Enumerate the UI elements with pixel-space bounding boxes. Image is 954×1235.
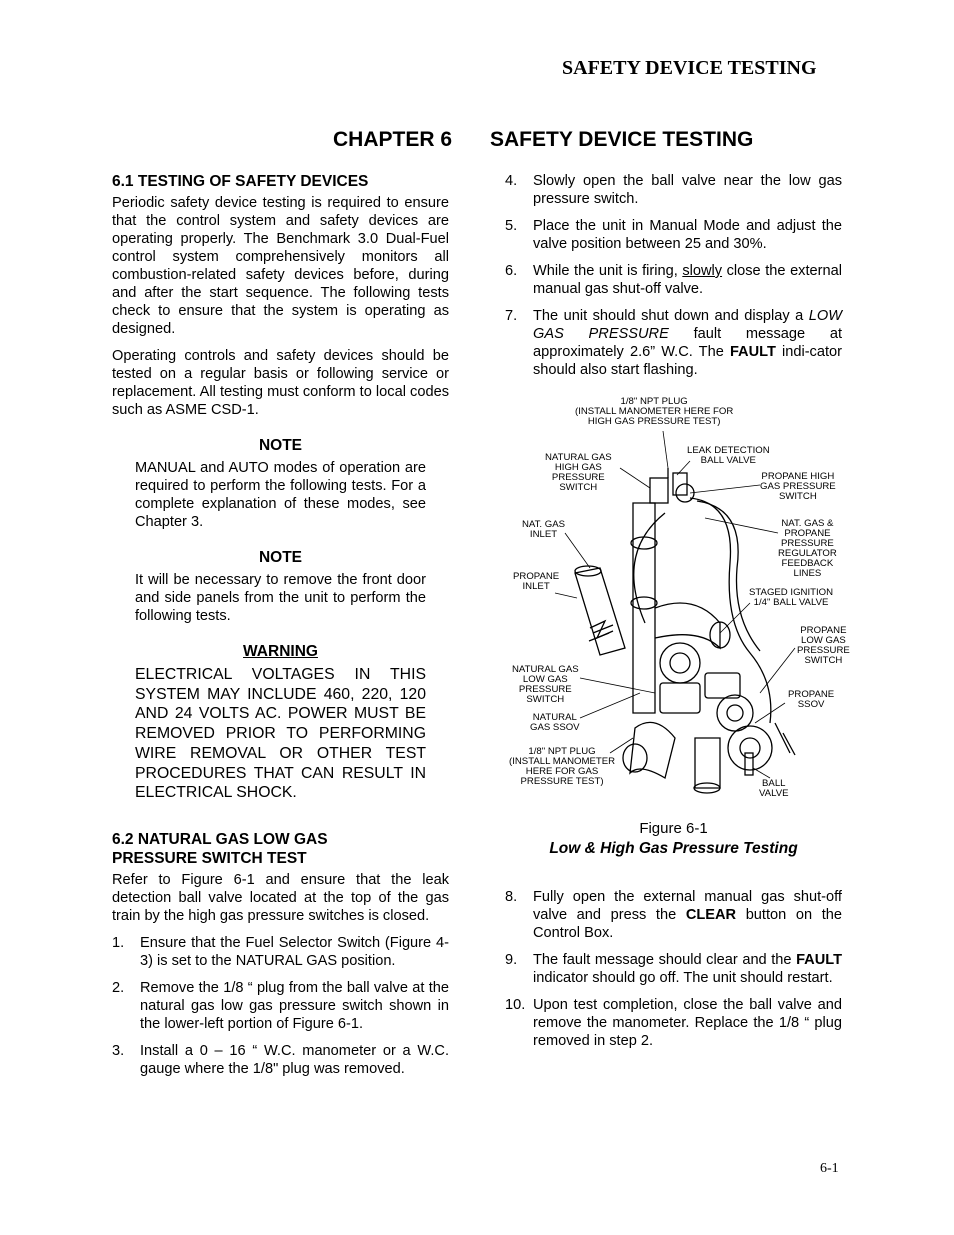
label-propane-ssov: PROPANE SSOV [788,689,835,710]
section-6-1-paragraph-2: Operating controls and safety devices should be tested on a regular basis or following service or replacement. All testing must conform to local codes such as ASME CSD-1. [112,348,449,418]
step-text: Upon test completion, close the ball valve and remove the manometer. Replace the 1/8 “ plug removed in step 2. [533,997,842,1049]
fault-indicator-name: FAULT [729,344,776,360]
figure-caption-number: Figure 6-1 [639,820,708,837]
fault-message-name: LOW GAS PRESSURE [533,308,842,342]
section-6-2-heading-line-1: 6.2 NATURAL GAS LOW GAS [112,830,328,848]
label-leak-detection-valve: LEAK DETECTION BALL VALVE [687,445,770,466]
step-number: 1. [112,934,125,951]
step-text: While the unit is firing, [533,263,683,279]
step-number: 6. [505,263,518,279]
warning-text: ELECTRICAL VOLTAGES IN THIS SYSTEM MAY INCLUDE 460, 220, 120 AND 24 VOLTS AC. POWER MUST BE REMOVED PRIOR TO PERFORMING WIRE REMOVAL OR OTHER TEST PROCEDURES THAT CAN RESULT IN ELECTRICAL SHOCK. [135,666,426,802]
step-text: Fully open the external manual gas shut-off valve and press the [533,889,842,923]
label-ng-low-switch: NATURAL GAS LOW GAS PRESSURE SWITCH [512,664,579,705]
running-header: SAFETY DEVICE TESTING [562,57,817,79]
step-text: Install a 0 – 16 “ W.C. manometer or a W.C. gauge where the 1/8" plug was removed. [140,1042,449,1077]
section-6-1-paragraph-1: Periodic safety device testing is required to ensure that the control system and safety devices are operating properly. The Benchmark 3.0 Dual-Fuel control system comprehensively monitors all combustion-related safety devices before, during and after the start sequence. The following tests check to ensure that the system is operating as designed. [112,195,449,337]
step-text: The fault message should clear and the [533,952,797,968]
warning-title: WARNING [243,643,318,660]
step-text: fault message at approximately 2.6” W.C. The [533,326,842,360]
section-6-2-intro: Refer to Figure 6-1 and ensure that the leak detection ball valve located at the top of the gas train by the high gas pressure switches is closed. [112,871,449,924]
label-feedback-lines: NAT. GAS & PROPANE PRESSURE REGULATOR FEEDBACK LINES [778,518,837,579]
step-text: indicator should go off. The unit should restart. [533,970,833,986]
step-number: 10. [505,997,526,1013]
label-npt-plug-bottom: 1/8" NPT PLUG (INSTALL MANOMETER HERE FOR GAS PRESSURE TEST) [509,746,616,787]
clear-button-name: CLEAR [685,907,737,923]
label-ng-ssov: NATURAL GAS SSOV [530,712,580,733]
list-item [505,262,842,298]
list-item [505,172,842,208]
label-propane-low-switch: PROPANE LOW GAS PRESSURE SWITCH [797,625,850,666]
left-column [112,172,449,1087]
chapter-title: SAFETY DEVICE TESTING [490,128,754,151]
list-item [505,307,842,379]
steps-list-right-bottom [505,888,842,1050]
list-item [505,888,842,942]
section-6-1-heading: 6.1 TESTING OF SAFETY DEVICES [112,173,369,190]
list-item [505,951,842,987]
step-emphasis: slowly [682,263,723,279]
label-npt-plug-top: 1/8" NPT PLUG (INSTALL MANOMETER HERE FOR HIGH GAS PRESSURE TEST) [575,396,734,427]
step-number: 5. [505,218,518,234]
chapter-number: CHAPTER 6 [333,128,453,151]
step-number: 7. [505,308,518,324]
step-text: indi-cator should also start flashing. [533,344,843,378]
step-text: close the external manual gas shut-off valve. [533,263,842,297]
steps-list-left [112,934,449,1078]
label-propane-high-switch: PROPANE HIGH GAS PRESSURE SWITCH [760,471,836,502]
step-text: Slowly open the ball valve near the low gas pressure switch. [533,173,842,207]
label-ng-high-switch: NATURAL GAS HIGH GAS PRESSURE SWITCH [545,452,612,493]
step-text: button on the Control Box. [533,907,842,941]
list-item [112,979,449,1033]
page-number: 6-1 [820,1161,839,1176]
step-text: The unit should shut down and display a [533,308,809,324]
step-number: 3. [112,1042,125,1059]
step-number: 4. [505,173,518,189]
step-number: 8. [505,889,518,905]
label-ng-inlet: NAT. GAS INLET [522,519,566,540]
label-staged-ignition-valve: STAGED IGNITION 1/4" BALL VALVE [749,587,834,608]
note-2-text: It will be necessary to remove the front door and side panels from the unit to perform the following tests. [135,572,426,624]
section-6-2-heading-line-2: PRESSURE SWITCH TEST [112,849,307,867]
step-number: 2. [112,979,125,996]
list-item [112,1042,449,1078]
list-item [505,217,842,253]
right-column [505,172,842,388]
right-column-bottom [505,888,842,1059]
figure-6-1 [505,393,855,803]
step-text: Ensure that the Fuel Selector Switch (Figure 4-3) is set to the NATURAL GAS position. [140,934,449,969]
note-2-title: NOTE [258,549,303,566]
fault-indicator-name: FAULT [796,952,842,968]
step-text: Remove the 1/8 “ plug from the ball valve at the natural gas low gas pressure switch shown in the lower-left portion of Figure 6-1. [140,979,449,1032]
list-item [505,996,842,1050]
figure-caption-title: Low & High Gas Pressure Testing [549,840,798,857]
label-ball-valve: BALL VALVE [759,778,789,799]
note-1-text: MANUAL and AUTO modes of operation are required to perform the following tests. For a complete explanation of these modes, see Chapter 3. [135,460,426,530]
step-number: 9. [505,952,518,968]
note-1-title: NOTE [258,437,303,454]
label-propane-inlet: PROPANE INLET [513,571,560,592]
steps-list-right-top [505,172,842,379]
list-item [112,934,449,970]
step-text: Place the unit in Manual Mode and adjust the valve position between 25 and 30%. [533,218,842,252]
